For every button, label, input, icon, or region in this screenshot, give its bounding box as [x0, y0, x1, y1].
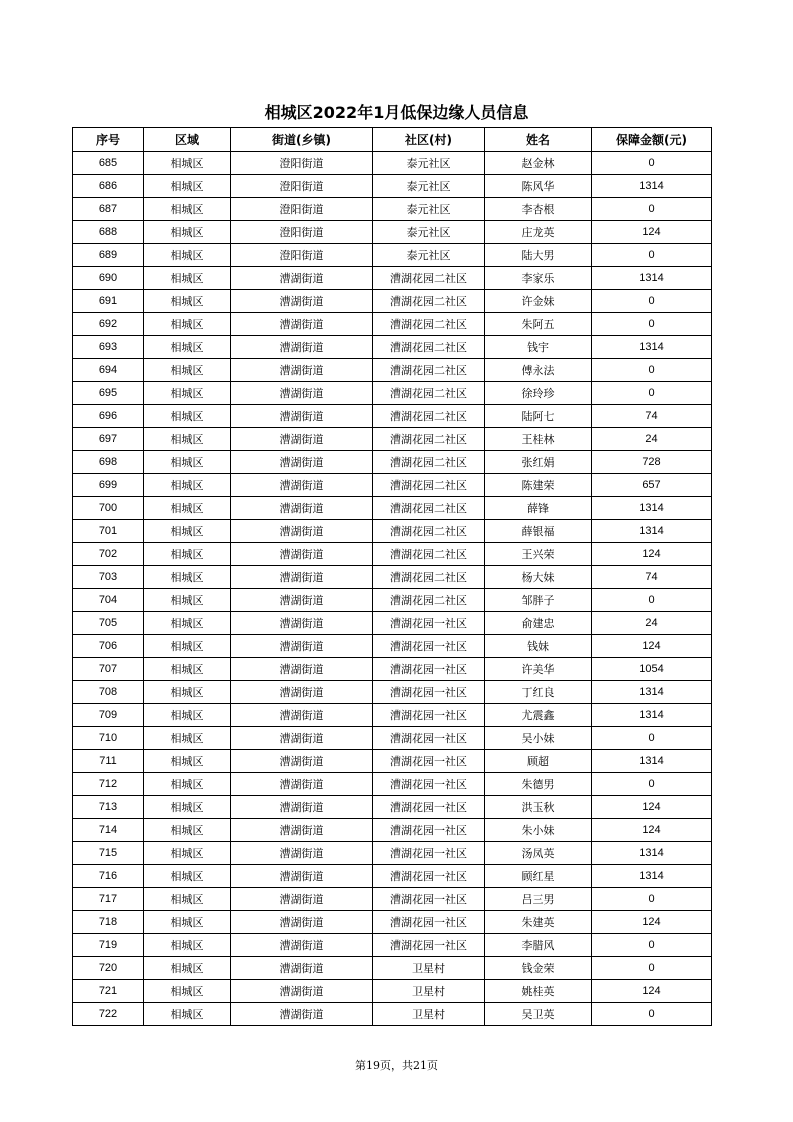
amount-cell: 0 — [592, 589, 712, 612]
community-cell: 漕湖花园一社区 — [373, 796, 485, 819]
street-cell: 漕湖街道 — [231, 704, 373, 727]
street-cell: 漕湖街道 — [231, 313, 373, 336]
name-cell: 尤震鑫 — [485, 704, 592, 727]
table-row — [73, 290, 712, 313]
street-cell: 漕湖街道 — [231, 796, 373, 819]
table-row — [73, 681, 712, 704]
name-cell: 李杏根 — [485, 198, 592, 221]
table-row — [73, 796, 712, 819]
amount-cell: 0 — [592, 773, 712, 796]
community-cell: 漕湖花园一社区 — [373, 888, 485, 911]
name-cell: 汤凤英 — [485, 842, 592, 865]
amount-cell: 1314 — [592, 750, 712, 773]
name-cell: 钱金荣 — [485, 957, 592, 980]
community-cell: 漕湖花园二社区 — [373, 543, 485, 566]
header-area: 区域 — [144, 128, 231, 152]
amount-cell: 0 — [592, 198, 712, 221]
name-cell: 顾超 — [485, 750, 592, 773]
area-cell: 相城区 — [144, 175, 231, 198]
area-cell: 相城区 — [144, 957, 231, 980]
community-cell: 漕湖花园二社区 — [373, 451, 485, 474]
area-cell: 相城区 — [144, 198, 231, 221]
street-cell: 漕湖街道 — [231, 612, 373, 635]
header-community: 社区(村) — [373, 128, 485, 152]
street-cell: 漕湖街道 — [231, 543, 373, 566]
serial-cell: 687 — [73, 198, 144, 221]
street-cell: 漕湖街道 — [231, 336, 373, 359]
serial-cell: 722 — [73, 1003, 144, 1026]
table-row — [73, 704, 712, 727]
table-row — [73, 888, 712, 911]
table-row — [73, 1003, 712, 1026]
community-cell: 漕湖花园一社区 — [373, 911, 485, 934]
street-cell: 漕湖街道 — [231, 888, 373, 911]
name-cell: 朱阿五 — [485, 313, 592, 336]
street-cell: 漕湖街道 — [231, 980, 373, 1003]
area-cell: 相城区 — [144, 497, 231, 520]
community-cell: 漕湖花园一社区 — [373, 934, 485, 957]
community-cell: 泰元社区 — [373, 221, 485, 244]
table-row — [73, 198, 712, 221]
serial-cell: 686 — [73, 175, 144, 198]
community-cell: 漕湖花园一社区 — [373, 773, 485, 796]
area-cell: 相城区 — [144, 359, 231, 382]
community-cell: 漕湖花园一社区 — [373, 865, 485, 888]
serial-cell: 699 — [73, 474, 144, 497]
community-cell: 漕湖花园二社区 — [373, 336, 485, 359]
table-row — [73, 543, 712, 566]
community-cell: 漕湖花园一社区 — [373, 635, 485, 658]
area-cell: 相城区 — [144, 681, 231, 704]
community-cell: 漕湖花园二社区 — [373, 313, 485, 336]
amount-cell: 24 — [592, 612, 712, 635]
area-cell: 相城区 — [144, 796, 231, 819]
table-row — [73, 382, 712, 405]
street-cell: 漕湖街道 — [231, 727, 373, 750]
area-cell: 相城区 — [144, 612, 231, 635]
street-cell: 澄阳街道 — [231, 244, 373, 267]
area-cell: 相城区 — [144, 658, 231, 681]
amount-cell: 124 — [592, 980, 712, 1003]
name-cell: 陆阿七 — [485, 405, 592, 428]
name-cell: 王桂林 — [485, 428, 592, 451]
name-cell: 钱妹 — [485, 635, 592, 658]
street-cell: 漕湖街道 — [231, 359, 373, 382]
document-title: 相城区2022年1月低保边缘人员信息 — [264, 103, 529, 122]
name-cell: 丁红良 — [485, 681, 592, 704]
table-row — [73, 957, 712, 980]
name-cell: 朱小妹 — [485, 819, 592, 842]
name-cell: 傅永法 — [485, 359, 592, 382]
serial-cell: 692 — [73, 313, 144, 336]
name-cell: 王兴荣 — [485, 543, 592, 566]
amount-cell: 1054 — [592, 658, 712, 681]
name-cell: 钱宇 — [485, 336, 592, 359]
name-cell: 陈建荣 — [485, 474, 592, 497]
table-row — [73, 267, 712, 290]
street-cell: 漕湖街道 — [231, 658, 373, 681]
table-header-row — [73, 128, 712, 152]
community-cell: 卫星村 — [373, 1003, 485, 1026]
amount-cell: 1314 — [592, 842, 712, 865]
name-cell: 许金妹 — [485, 290, 592, 313]
street-cell: 漕湖街道 — [231, 428, 373, 451]
community-cell: 漕湖花园一社区 — [373, 842, 485, 865]
community-cell: 漕湖花园二社区 — [373, 474, 485, 497]
amount-cell: 0 — [592, 957, 712, 980]
name-cell: 洪玉秋 — [485, 796, 592, 819]
amount-cell: 74 — [592, 405, 712, 428]
table-row — [73, 842, 712, 865]
serial-cell: 715 — [73, 842, 144, 865]
community-cell: 漕湖花园二社区 — [373, 382, 485, 405]
table-row — [73, 773, 712, 796]
area-cell: 相城区 — [144, 543, 231, 566]
table-row — [73, 497, 712, 520]
amount-cell: 124 — [592, 796, 712, 819]
serial-cell: 711 — [73, 750, 144, 773]
street-cell: 漕湖街道 — [231, 382, 373, 405]
area-cell: 相城区 — [144, 267, 231, 290]
community-cell: 漕湖花园一社区 — [373, 819, 485, 842]
serial-cell: 702 — [73, 543, 144, 566]
community-cell: 漕湖花园二社区 — [373, 497, 485, 520]
table-row — [73, 980, 712, 1003]
name-cell: 俞建忠 — [485, 612, 592, 635]
serial-cell: 691 — [73, 290, 144, 313]
street-cell: 漕湖街道 — [231, 405, 373, 428]
area-cell: 相城区 — [144, 980, 231, 1003]
table-row — [73, 336, 712, 359]
amount-cell: 0 — [592, 888, 712, 911]
community-cell: 卫星村 — [373, 957, 485, 980]
name-cell: 庄龙英 — [485, 221, 592, 244]
area-cell: 相城区 — [144, 750, 231, 773]
amount-cell: 0 — [592, 727, 712, 750]
amount-cell: 1314 — [592, 704, 712, 727]
street-cell: 漕湖街道 — [231, 1003, 373, 1026]
table-row — [73, 865, 712, 888]
area-cell: 相城区 — [144, 911, 231, 934]
community-cell: 漕湖花园二社区 — [373, 405, 485, 428]
serial-cell: 695 — [73, 382, 144, 405]
street-cell: 漕湖街道 — [231, 934, 373, 957]
serial-cell: 713 — [73, 796, 144, 819]
table-row — [73, 658, 712, 681]
name-cell: 顾红星 — [485, 865, 592, 888]
area-cell: 相城区 — [144, 1003, 231, 1026]
serial-cell: 698 — [73, 451, 144, 474]
serial-cell: 704 — [73, 589, 144, 612]
street-cell: 澄阳街道 — [231, 221, 373, 244]
people-table — [72, 127, 712, 1026]
area-cell: 相城区 — [144, 727, 231, 750]
table-row — [73, 221, 712, 244]
serial-cell: 685 — [73, 152, 144, 175]
serial-cell: 689 — [73, 244, 144, 267]
amount-cell: 1314 — [592, 681, 712, 704]
community-cell: 漕湖花园一社区 — [373, 750, 485, 773]
serial-cell: 719 — [73, 934, 144, 957]
serial-cell: 708 — [73, 681, 144, 704]
amount-cell: 124 — [592, 543, 712, 566]
street-cell: 漕湖街道 — [231, 750, 373, 773]
street-cell: 漕湖街道 — [231, 497, 373, 520]
name-cell: 吕三男 — [485, 888, 592, 911]
name-cell: 吴卫英 — [485, 1003, 592, 1026]
amount-cell: 1314 — [592, 175, 712, 198]
street-cell: 漕湖街道 — [231, 566, 373, 589]
amount-cell: 1314 — [592, 336, 712, 359]
serial-cell: 706 — [73, 635, 144, 658]
area-cell: 相城区 — [144, 313, 231, 336]
serial-cell: 714 — [73, 819, 144, 842]
community-cell: 卫星村 — [373, 980, 485, 1003]
amount-cell: 0 — [592, 934, 712, 957]
name-cell: 薛锋 — [485, 497, 592, 520]
amount-cell: 124 — [592, 911, 712, 934]
street-cell: 漕湖街道 — [231, 451, 373, 474]
serial-cell: 690 — [73, 267, 144, 290]
serial-cell: 712 — [73, 773, 144, 796]
area-cell: 相城区 — [144, 221, 231, 244]
serial-cell: 710 — [73, 727, 144, 750]
table-row — [73, 244, 712, 267]
area-cell: 相城区 — [144, 405, 231, 428]
name-cell: 陆大男 — [485, 244, 592, 267]
serial-cell: 700 — [73, 497, 144, 520]
amount-cell: 1314 — [592, 520, 712, 543]
header-serial: 序号 — [73, 128, 144, 152]
amount-cell: 0 — [592, 152, 712, 175]
street-cell: 澄阳街道 — [231, 198, 373, 221]
table-row — [73, 612, 712, 635]
header-name: 姓名 — [485, 128, 592, 152]
area-cell: 相城区 — [144, 589, 231, 612]
name-cell: 张红娟 — [485, 451, 592, 474]
street-cell: 漕湖街道 — [231, 474, 373, 497]
table-body — [73, 152, 712, 1026]
amount-cell: 74 — [592, 566, 712, 589]
street-cell: 漕湖街道 — [231, 865, 373, 888]
serial-cell: 701 — [73, 520, 144, 543]
area-cell: 相城区 — [144, 704, 231, 727]
community-cell: 漕湖花园一社区 — [373, 612, 485, 635]
area-cell: 相城区 — [144, 888, 231, 911]
area-cell: 相城区 — [144, 520, 231, 543]
table-row — [73, 727, 712, 750]
area-cell: 相城区 — [144, 451, 231, 474]
table-row — [73, 359, 712, 382]
serial-cell: 705 — [73, 612, 144, 635]
community-cell: 漕湖花园一社区 — [373, 658, 485, 681]
amount-cell: 0 — [592, 1003, 712, 1026]
table-row — [73, 152, 712, 175]
amount-cell: 1314 — [592, 865, 712, 888]
street-cell: 澄阳街道 — [231, 152, 373, 175]
name-cell: 李腊风 — [485, 934, 592, 957]
community-cell: 漕湖花园二社区 — [373, 589, 485, 612]
community-cell: 漕湖花园二社区 — [373, 566, 485, 589]
table-row — [73, 474, 712, 497]
serial-cell: 688 — [73, 221, 144, 244]
serial-cell: 694 — [73, 359, 144, 382]
name-cell: 杨大妹 — [485, 566, 592, 589]
community-cell: 漕湖花园一社区 — [373, 681, 485, 704]
amount-cell: 0 — [592, 290, 712, 313]
name-cell: 朱德男 — [485, 773, 592, 796]
serial-cell: 693 — [73, 336, 144, 359]
amount-cell: 0 — [592, 359, 712, 382]
serial-cell: 717 — [73, 888, 144, 911]
amount-cell: 0 — [592, 313, 712, 336]
serial-cell: 697 — [73, 428, 144, 451]
amount-cell: 1314 — [592, 497, 712, 520]
table-row — [73, 750, 712, 773]
area-cell: 相城区 — [144, 842, 231, 865]
area-cell: 相城区 — [144, 566, 231, 589]
table-row — [73, 451, 712, 474]
table-row — [73, 405, 712, 428]
street-cell: 漕湖街道 — [231, 267, 373, 290]
page-footer: 第19页，共21页 — [355, 1059, 438, 1072]
serial-cell: 716 — [73, 865, 144, 888]
serial-cell: 720 — [73, 957, 144, 980]
area-cell: 相城区 — [144, 290, 231, 313]
name-cell: 许美华 — [485, 658, 592, 681]
area-cell: 相城区 — [144, 819, 231, 842]
header-amount: 保障金额(元) — [592, 128, 712, 152]
serial-cell: 696 — [73, 405, 144, 428]
community-cell: 漕湖花园一社区 — [373, 704, 485, 727]
table-row — [73, 819, 712, 842]
table-row — [73, 589, 712, 612]
area-cell: 相城区 — [144, 635, 231, 658]
street-cell: 漕湖街道 — [231, 681, 373, 704]
table-row — [73, 428, 712, 451]
community-cell: 泰元社区 — [373, 175, 485, 198]
table-row — [73, 934, 712, 957]
table-row — [73, 635, 712, 658]
area-cell: 相城区 — [144, 336, 231, 359]
street-cell: 漕湖街道 — [231, 635, 373, 658]
name-cell: 徐玲珍 — [485, 382, 592, 405]
amount-cell: 24 — [592, 428, 712, 451]
serial-cell: 707 — [73, 658, 144, 681]
name-cell: 吴小妹 — [485, 727, 592, 750]
header-street: 街道(乡镇) — [231, 128, 373, 152]
name-cell: 赵金林 — [485, 152, 592, 175]
street-cell: 漕湖街道 — [231, 773, 373, 796]
amount-cell: 657 — [592, 474, 712, 497]
street-cell: 澄阳街道 — [231, 175, 373, 198]
amount-cell: 124 — [592, 221, 712, 244]
community-cell: 泰元社区 — [373, 152, 485, 175]
street-cell: 漕湖街道 — [231, 819, 373, 842]
street-cell: 漕湖街道 — [231, 842, 373, 865]
community-cell: 漕湖花园二社区 — [373, 359, 485, 382]
name-cell: 姚桂英 — [485, 980, 592, 1003]
table-row — [73, 911, 712, 934]
street-cell: 漕湖街道 — [231, 957, 373, 980]
community-cell: 漕湖花园一社区 — [373, 727, 485, 750]
community-cell: 泰元社区 — [373, 244, 485, 267]
area-cell: 相城区 — [144, 773, 231, 796]
table-row — [73, 566, 712, 589]
area-cell: 相城区 — [144, 865, 231, 888]
street-cell: 漕湖街道 — [231, 589, 373, 612]
street-cell: 漕湖街道 — [231, 520, 373, 543]
area-cell: 相城区 — [144, 152, 231, 175]
area-cell: 相城区 — [144, 428, 231, 451]
community-cell: 漕湖花园二社区 — [373, 428, 485, 451]
street-cell: 漕湖街道 — [231, 290, 373, 313]
name-cell: 朱建英 — [485, 911, 592, 934]
table-row — [73, 175, 712, 198]
serial-cell: 703 — [73, 566, 144, 589]
amount-cell: 1314 — [592, 267, 712, 290]
street-cell: 漕湖街道 — [231, 911, 373, 934]
area-cell: 相城区 — [144, 474, 231, 497]
name-cell: 陈风华 — [485, 175, 592, 198]
name-cell: 薛银福 — [485, 520, 592, 543]
community-cell: 泰元社区 — [373, 198, 485, 221]
serial-cell: 721 — [73, 980, 144, 1003]
area-cell: 相城区 — [144, 934, 231, 957]
serial-cell: 718 — [73, 911, 144, 934]
amount-cell: 124 — [592, 819, 712, 842]
name-cell: 邹胖子 — [485, 589, 592, 612]
table-row — [73, 313, 712, 336]
area-cell: 相城区 — [144, 382, 231, 405]
amount-cell: 124 — [592, 635, 712, 658]
area-cell: 相城区 — [144, 244, 231, 267]
serial-cell: 709 — [73, 704, 144, 727]
name-cell: 李家乐 — [485, 267, 592, 290]
amount-cell: 0 — [592, 382, 712, 405]
amount-cell: 0 — [592, 244, 712, 267]
table-row — [73, 520, 712, 543]
community-cell: 漕湖花园二社区 — [373, 290, 485, 313]
amount-cell: 728 — [592, 451, 712, 474]
community-cell: 漕湖花园二社区 — [373, 267, 485, 290]
community-cell: 漕湖花园二社区 — [373, 520, 485, 543]
